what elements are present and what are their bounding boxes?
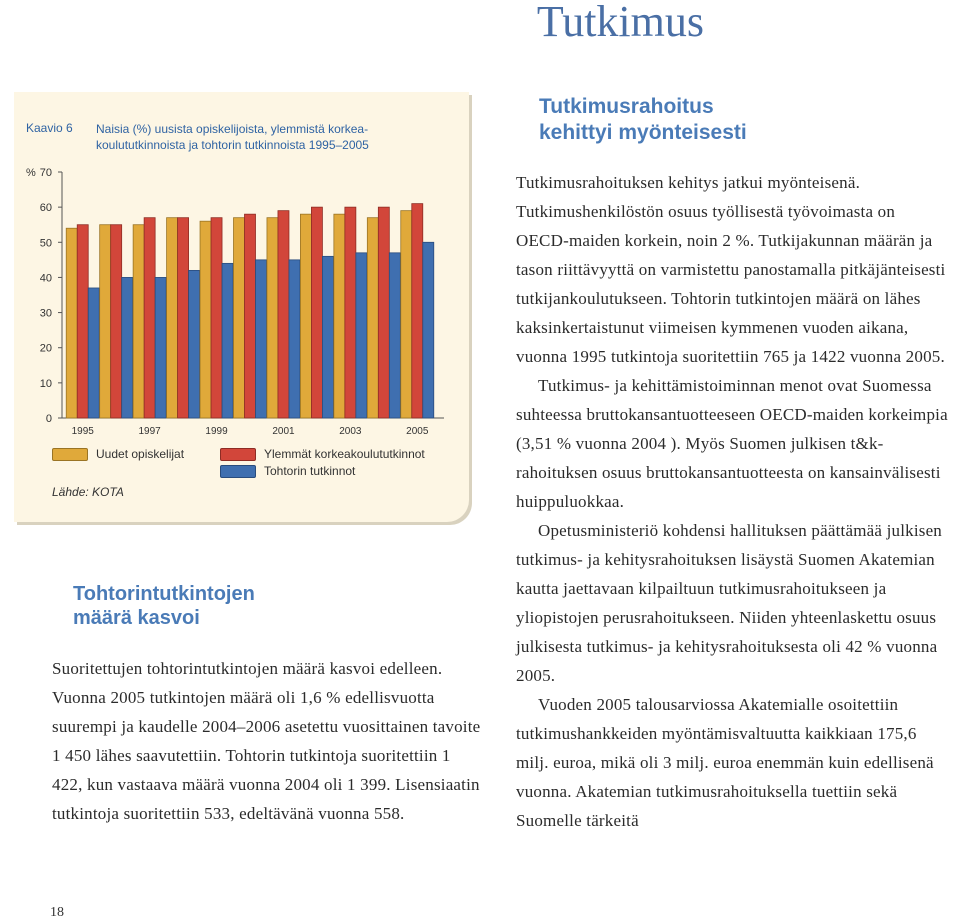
right-paragraph-2: Tutkimus- ja kehittämistoiminnan menot ovat Suomessa suhteessa bruttokansantuotteeseen OECD-maiden korkeimpia (3,51 % vuonna 2004 ). Myös Suomen julkisen t&k-rahoituksen osuus bruttokansantuotteesta on kansainvälisesti huippuluokkaa. xyxy=(516,376,948,511)
bar-1996-tohtorin xyxy=(122,277,133,418)
legend-swatch-ylemmat xyxy=(220,448,256,461)
figure-label: Kaavio 6 xyxy=(26,121,73,135)
bar-1996-ylemmat xyxy=(111,225,122,418)
x-tick-label: 2001 xyxy=(272,426,295,437)
bar-2003-uudet xyxy=(334,214,345,418)
legend-label-tohtorin: Tohtorin tutkinnot xyxy=(264,464,356,478)
bar-1998-ylemmat xyxy=(178,218,189,418)
x-tick-label: 2005 xyxy=(406,426,429,437)
legend-swatch-tohtorin xyxy=(220,465,256,478)
bar-2001-uudet xyxy=(267,218,278,418)
x-tick-label: 1997 xyxy=(138,426,161,437)
bar-1996-uudet xyxy=(100,225,111,418)
bar-2001-ylemmat xyxy=(278,211,289,418)
bar-1998-uudet xyxy=(167,218,178,418)
bar-1995-uudet xyxy=(66,228,77,418)
bar-2005-uudet xyxy=(401,211,412,418)
figure-panel xyxy=(14,92,469,522)
right-paragraph-4: Vuoden 2005 talousarviossa Akatemialle osoitettiin tutkimushankkeiden myöntämisvaltuutta kaikkiaan 175,6 milj. euroa, mikä oli 3 milj. euroa enemmän kuin edellisenä vuonna. Akatemian tutkimusrahoituksella tuettiin sekä Suomelle tärkeitä xyxy=(516,695,934,830)
figure-caption: Naisia (%) uusista opiskelijoista, ylemmistä korkea-koulututkinnoista ja tohtorin tutkinnoista 1995–2005 xyxy=(96,122,369,152)
x-tick-label: 2003 xyxy=(339,426,362,437)
y-tick-label: 20 xyxy=(39,342,52,355)
right-heading-text: Tutkimusrahoitus kehittyi myönteisesti xyxy=(539,95,747,144)
page-header xyxy=(0,0,960,45)
right-paragraph-1: Tutkimusrahoituksen kehitys jatkui myönteisenä. Tutkimushenkilöstön osuus työllisestä työvoimasta on OECD-maiden korkein, noin 2 %. Tutkijakunnan määrän ja tason riittävyyttä on varmistettu panostamalla pitkäjänteisesti tutkijankoulutukseen. Tohtorin tutkintojen määrä on lähes kaksinkertaistunut viimeisen kymmenen vuoden aikana, vuonna 1995 tutkintoja suoritettiin 765 ja 1422 vuonna 2005. xyxy=(516,173,946,366)
y-tick-label: 10 xyxy=(39,377,52,390)
bar-1999-uudet xyxy=(200,221,211,418)
y-tick-label: 60 xyxy=(39,202,52,215)
bar-2005-ylemmat xyxy=(412,204,423,418)
bar-2003-ylemmat xyxy=(345,207,356,418)
y-axis-unit: % xyxy=(26,167,36,179)
y-tick-label: 50 xyxy=(39,237,52,250)
x-tick-label: 1999 xyxy=(205,426,228,437)
bar-2000-tohtorin xyxy=(256,260,267,418)
source-note: Lähde: KOTA xyxy=(52,485,124,499)
right-section-body xyxy=(516,168,952,835)
y-tick-label: 30 xyxy=(39,307,52,320)
right-section-heading xyxy=(539,94,939,146)
legend-label-uudet: Uudet opiskelijat xyxy=(96,447,185,461)
bar-2001-tohtorin xyxy=(289,260,300,418)
y-tick-label: 70 xyxy=(39,167,52,179)
y-tick-label: 0 xyxy=(45,413,52,425)
legend-swatch-uudet xyxy=(52,448,88,461)
left-section-heading xyxy=(73,582,453,630)
left-heading-text: Tohtorintutkintojen määrä kasvoi xyxy=(73,583,255,629)
bar-1995-tohtorin xyxy=(88,288,99,418)
bar-1999-tohtorin xyxy=(222,263,233,418)
x-tick-label: 1995 xyxy=(71,426,94,437)
bar-1999-ylemmat xyxy=(211,218,222,418)
y-tick-label: 40 xyxy=(39,272,52,285)
bar-2004-uudet xyxy=(367,218,378,418)
right-paragraph-3: Opetusministeriö kohdensi hallituksen päättämää julkisen tutkimus- ja kehitysrahoituksen lisäystä Suomen Akatemian kautta jaettavaan kilpailtuun tutkimusrahoitukseen ja yliopistojen perusrahoitukseen. Niiden yhteenlaskettu osuus julkisesta tutkimus- ja kehitysrahoituksesta oli 42 % vuonna 2005. xyxy=(516,521,943,685)
page-number: 18 xyxy=(50,905,64,920)
bar-1998-tohtorin xyxy=(189,270,200,418)
page-title: Tutkimus xyxy=(536,0,704,46)
bar-1997-tohtorin xyxy=(155,277,166,418)
bar-1997-ylemmat xyxy=(144,218,155,418)
bar-2000-uudet xyxy=(234,218,245,418)
bar-2000-ylemmat xyxy=(245,214,256,418)
bar-1997-uudet xyxy=(133,225,144,418)
bar-1995-ylemmat xyxy=(77,225,88,418)
bar-2002-uudet xyxy=(300,214,311,418)
bar-2002-tohtorin xyxy=(322,256,333,418)
bar-2003-tohtorin xyxy=(356,253,367,418)
bar-2004-tohtorin xyxy=(389,253,400,418)
bar-2004-ylemmat xyxy=(378,207,389,418)
bar-2002-ylemmat xyxy=(311,207,322,418)
left-section-body: Suoritettujen tohtorintutkintojen määrä kasvoi edelleen. Vuonna 2005 tutkintojen määrä oli 1,6 % edellisvuotta suurempi ja kaudelle 2004–2006 asetettu vuosittainen tavoite 1 450 lähes saavutettiin. Tohtorin tutkintoja suoritettiin 1 422, kun vastaava määrä vuonna 2004 oli 1 399. Lisensiaatin tutkintoja suoritettiin 533, edeltävänä vuonna 558. xyxy=(52,659,481,823)
legend-label-ylemmat: Ylemmät korkeakoulututkinnot xyxy=(264,447,425,461)
bar-2005-tohtorin xyxy=(423,242,434,418)
